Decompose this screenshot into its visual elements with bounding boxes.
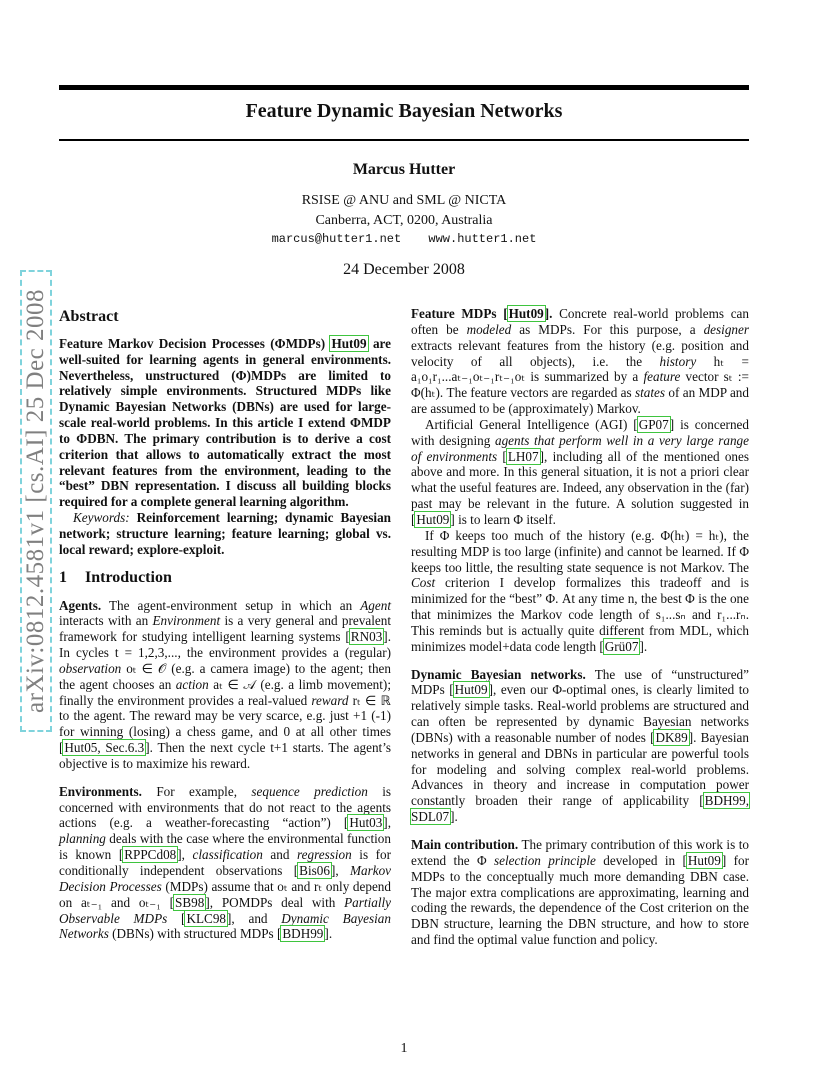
agents-paragraph: Agents. The agent-environment setup in which an Agent interacts with an Environment is a very general and prevalent framework for studying intelligent learning systems [RN03]. In cycles t = 1,2,3,..., the environment provides a (regular) observation oₜ ∈ 𝒪 (e.g. a camera image) to the agent; then the agent chooses an action aₜ ∈ 𝒜 (e.g. a limb movement); finally the environment provides a real-valued reward rₜ ∈ ℝ to the agent. The reward may be very scarce, e.g. just +1 (-1) for winning (losing) a chess game, and 0 at all other times [Hut05, Sec.6.3]. Then the next cycle t+1 starts. The agent’s objective is to maximize his reward. [59,597,392,771]
environments-paragraph: Environments. For example, sequence prediction is concerned with environments that do not react to the agents actions (e.g. a weather-forecasting “action”) [Hut03], planning deals with the case where the environmental function is known [RPPCd08], classification and regression is for conditionally independent observations [Bis06], Markov Decision Processes (MDPs) assume that oₜ and rₜ only depend on aₜ₋₁ and oₜ₋₁ [SB98], POMDPs deal with Partially Observable MDPs [KLC98], and Dynamic Bayesian Networks (DBNs) with structured MDPs [BDH99]. [59,783,392,942]
citation-link[interactable]: BDH99 [282,926,324,942]
citation-link[interactable]: KLC98 [186,910,226,926]
title-bottom-rule [59,139,749,141]
citation-link[interactable]: Hut09 [454,682,488,698]
agi-paragraph: Artificial General Intelligence (AGI) [GP07] is concerned with designing agents that perform well in a very large range of environments [LH07], including all of the mentioned ones above and more. In this general situation, it is not a priori clear what the useful features are. Indeed, any observation in the (far) past may be relevant in the future. A solution suggested in [Hut09] is to learn Φ itself. [411,416,750,527]
citation-link[interactable]: RN03 [350,629,383,645]
top-rule [59,85,749,90]
paper-title: Feature Dynamic Bayesian Networks [245,100,563,122]
citation-link[interactable]: RPPCd08 [124,847,177,863]
right-column [411,306,749,948]
feature-mdps-paragraph: Feature MDPs [Hut09]. Concrete real-world problems can often be modeled as MDPs. For this purpose, a designer extracts relevant features from the history (e.g. position and velocity of all objects), i.e. the history hₜ = a₁o₁r₁...aₜ₋₁oₜ₋₁rₜ₋₁oₜ is summarized by a feature vector sₜ := Φ(hₜ). The feature vectors are regarded as states of an MDP and are assumed to be (approximately) Markov. [411,306,750,417]
abstract-body: Feature Markov Decision Processes (ΦMDPs) Hut09 are well-suited for learning agents in general environments. Nevertheless, unstructured (Φ)MDPs are limited to relatively simple environments. Structured MDPs like Dynamic Bayesian Networks (DBNs) are used for large-scale real-world problems. In this article I extend ΦMDP to ΦDBN. The primary contribution is to derive a cost criterion that allows to automatically extract the most relevant features from the environment, leading to the “best” DBN representation. I discuss all building blocks required for a complete general learning algorithm. [59,335,392,510]
citation-link[interactable]: BDH99, SDL07 [411,793,749,825]
phi-paragraph: If Φ keeps too much of the history (e.g. Φ(hₜ) = hₜ), the resulting MDP is too large (infinite) and cannot be learned. If Φ keeps too little, the resulting state sequence is not Markov. The Cost criterion I develop formalizes this tradeoff and is minimized for the “best” Φ. At any time n, the best Φ is the one that minimizes the Markov code length of s₁...sₙ and r₁...rₙ. This reminds but is actually quite different from MDL, which minimizes model+data code length [Grü07]. [411,527,749,654]
arxiv-stamp-text: arXiv:0812.4581v1 [cs.AI] 25 Dec 2008 [22,289,49,713]
citation-link[interactable]: Hut09 [508,306,544,321]
section-heading-introduction: 1 Introduction [59,568,172,586]
keywords-list: Reinforcement learning; dynamic Bayesian network; structure learning; feature learning; global vs. local reward; explore-exploit. [59,510,392,557]
arxiv-stamp[interactable] [12,270,56,732]
page-number: 1 [400,1041,408,1056]
citation-link[interactable]: DK89 [655,729,688,745]
citation-link[interactable]: Grü07 [604,638,639,654]
citation-link[interactable]: Hut09 [687,852,721,868]
author-name: Marcus Hutter [352,161,456,178]
keywords [59,510,391,558]
citation-link[interactable]: LH07 [507,448,539,464]
citation-link[interactable]: Hut03 [349,815,383,831]
citation-link[interactable]: Hut09 [331,335,367,351]
author-email[interactable]: marcus@hutter1.net [271,232,402,246]
main-contribution-paragraph: Main contribution. The primary contribution of this work is to extend the Φ selection principle developed in [Hut09] for MDPs to the conceptually much more demanding DBN case. The major extra complications are approximating, learning and coding the rewards, the dependence of the Cost criterion on the DBN structure, learning the DBN structure, and how to store and find the optimal value function and policy. [411,837,749,948]
citation-link[interactable]: SB98 [175,894,205,910]
abstract-heading: Abstract [59,308,119,325]
author-website[interactable]: www.hutter1.net [428,232,537,246]
left-column [59,306,391,942]
keywords-label: Keywords: [73,510,130,526]
contact-line [59,232,749,246]
citation-link[interactable]: Hut09 [416,511,450,527]
dbn-paragraph: Dynamic Bayesian networks. The use of “unstructured” MDPs [Hut09], even our Φ-optimal ones, is clearly limited to relatively simple tasks. Real-world problems are structured and can often be represented by dynamic Bayesian networks (DBNs) with a reasonable number of nodes [DK89]. Bayesian networks in general and DBNs in particular are powerful tools for modeling and solving complex real-world problems. Advances in theory and increase in computation power constantly broaden their range of applicability [BDH99, SDL07]. [411,666,749,825]
paper-date: 24 December 2008 [343,261,465,278]
citation-link[interactable]: Hut05, Sec.6.3 [64,740,145,756]
citation-link[interactable]: Bis06 [299,863,330,878]
citation-link[interactable]: GP07 [638,416,669,432]
affiliation-line-2: Canberra, ACT, 0200, Australia [315,213,493,228]
affiliation-line-1: RSISE @ ANU and SML @ NICTA [301,193,507,208]
